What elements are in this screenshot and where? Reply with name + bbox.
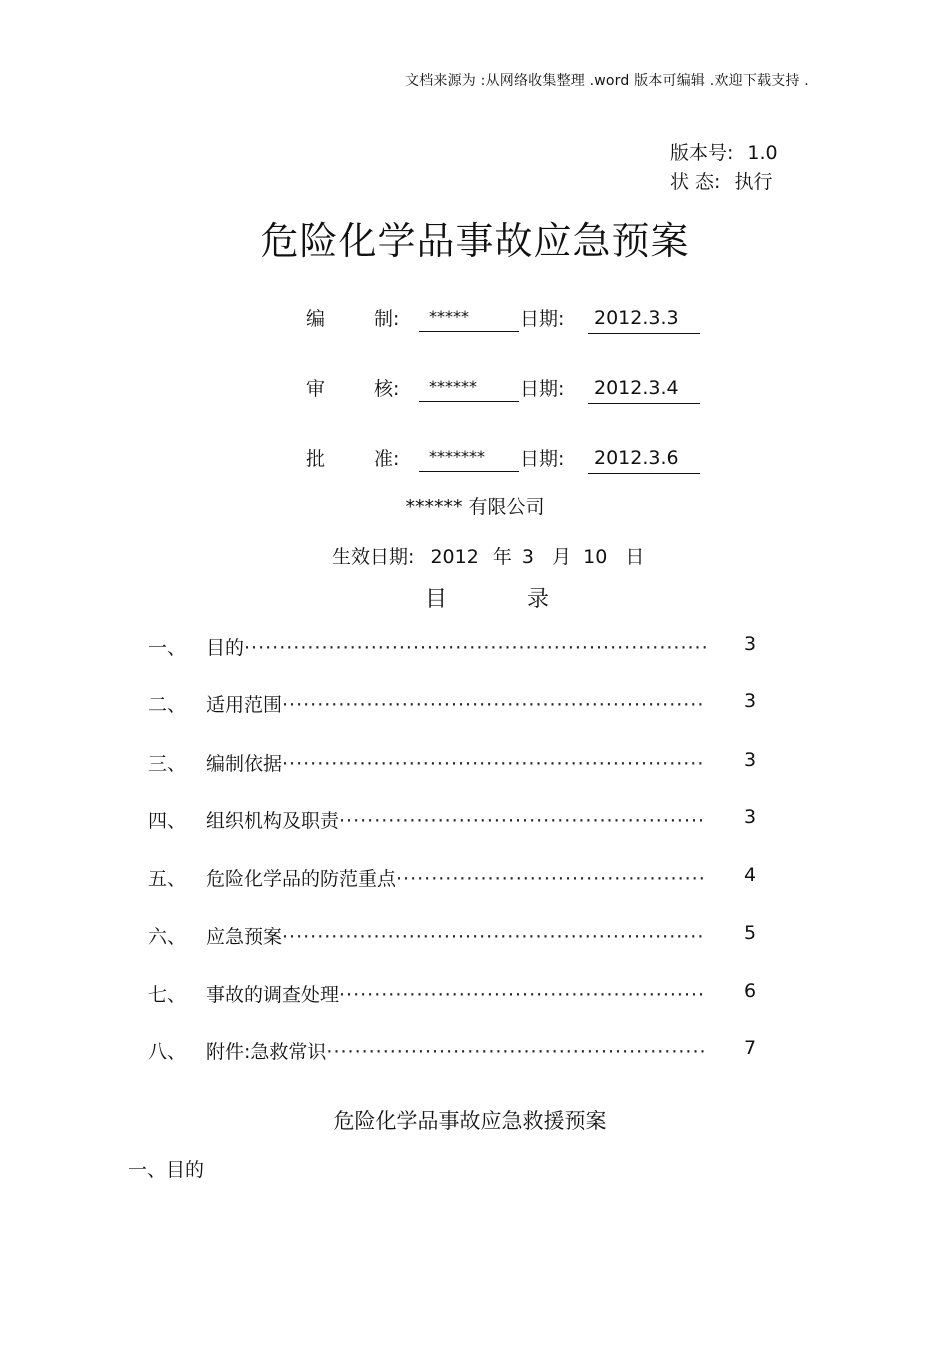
toc-item-page: 6 [744,980,757,1002]
effective-day-unit: 日 [625,546,645,568]
toc-item[interactable] [148,864,758,892]
section-title: 危险化学品事故应急救援预案 [333,1109,607,1133]
signoff-date: 2012.3.3 [588,304,700,334]
toc-item-label: 事故的调查处理 ····· [206,980,706,1007]
status-value: 执行 [734,171,773,193]
toc-item-number: 二、 [148,694,187,716]
effective-month: 3 [521,546,535,568]
signoff-person: ****** [419,374,519,402]
toc-heading [425,582,549,613]
toc-item[interactable] [148,1037,758,1065]
signoff-date: 2012.3.6 [588,444,700,474]
toc-heading-char-2: 录 [527,587,550,612]
effective-year-unit: 年 [492,546,512,568]
toc-item-number: 八、 [148,1041,187,1063]
status-label: 状 态: [670,171,721,193]
signoff-key-1: 批 [306,448,326,470]
toc-item-page: 3 [744,749,757,771]
toc-item-page: 3 [744,690,757,712]
version-line [670,138,778,165]
version-value: 1.0 [747,142,778,164]
signoff-key-2: 制: [374,308,400,330]
effective-month-unit: 月 [552,546,572,568]
toc-item-number: 七、 [148,984,187,1006]
toc-item-label: 危险化学品的防范重点 ····· [206,864,706,891]
toc-item-number: 一、 [148,637,187,659]
toc-item-number: 四、 [148,810,187,832]
toc-item-label: 附件:急救常识 ····· [206,1037,706,1064]
signoff-key-1: 编 [306,308,326,330]
effective-date-label: 生效日期: [332,546,415,568]
toc-item[interactable] [148,922,758,950]
toc-item-number: 三、 [148,753,187,775]
toc-item-label: 组织机构及职责 ····· [206,806,706,833]
toc-item[interactable] [148,806,758,834]
signoff-key-2: 核: [374,378,400,400]
toc-item[interactable] [148,980,758,1008]
signoff-date-label: 日期: [520,308,565,330]
signoff-person: ******* [419,444,519,472]
section-heading-purpose: 一、目的 [128,1159,205,1181]
signoff-date-label: 日期: [520,378,565,400]
company-name: ****** 有限公司 [405,496,545,518]
toc-item-page: 3 [744,806,757,828]
toc-item-page: 7 [744,1037,757,1059]
toc-item-label: 编制依据 ····· [206,749,706,776]
toc-item-page: 3 [744,633,757,655]
version-label: 版本号: [670,142,734,164]
toc-item-page: 5 [744,922,757,944]
toc-item-page: 4 [744,864,757,886]
toc-item-label: 应急预案 ····· [206,922,706,949]
signoff-key-2: 准: [374,448,400,470]
toc-item[interactable] [148,633,758,661]
signoff-date-label: 日期: [520,448,565,470]
signoff-date: 2012.3.4 [588,374,700,404]
document-title: 危险化学品事故应急预案 [260,219,690,263]
effective-day: 10 [583,546,608,568]
signoff-person: ***** [419,304,519,332]
signoff-key-1: 审 [306,378,326,400]
effective-date [332,542,644,569]
toc-item[interactable] [148,749,758,777]
toc-heading-char-1: 目 [425,587,448,612]
toc-item-number: 五、 [148,868,187,890]
toc-item[interactable] [148,690,758,718]
effective-year: 2012 [430,546,479,568]
toc-item-number: 六、 [148,926,187,948]
status-line [670,167,772,194]
toc-item-label: 适用范围 ····· [206,690,706,717]
toc-item-label: 目的 ····· [206,633,706,660]
header-note: 文档来源为 :从网络收集整理 .word 版本可编辑 .欢迎下载支持 . [405,73,809,89]
